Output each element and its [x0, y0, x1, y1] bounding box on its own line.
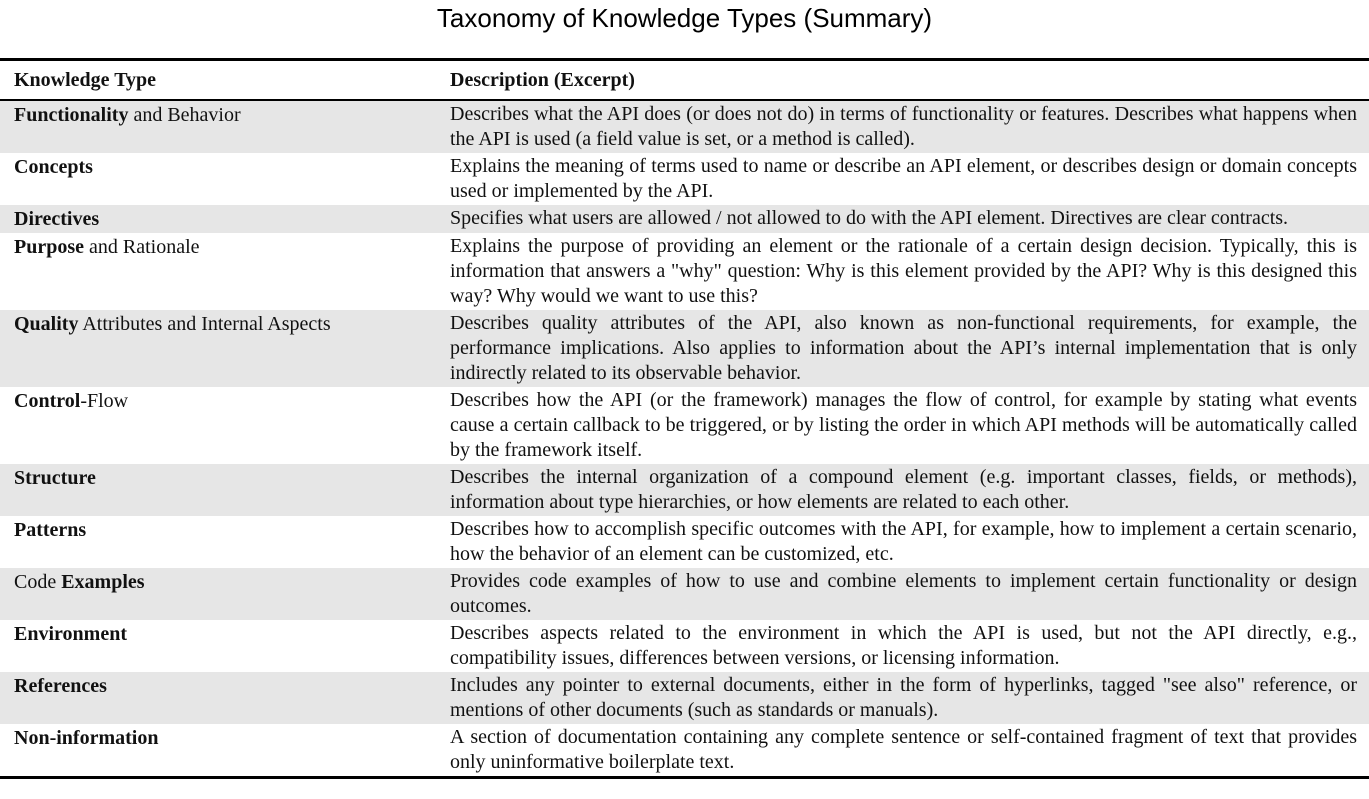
table-row [0, 620, 1369, 672]
knowledge-type-term: Structure [14, 467, 96, 489]
knowledge-type-cell [0, 465, 450, 515]
knowledge-type-cell [0, 206, 450, 232]
table-row [0, 153, 1369, 205]
description-cell: Describes the internal organization of a compound element (e.g. important classes, fields, or methods), information about type hierarchies, or how elements are related to each other. [450, 466, 1357, 513]
description-cell: Includes any pointer to external documents, either in the form of hyperlinks, tagged "see also" reference, or mentions of other documents (such as standards or manuals). [450, 674, 1357, 721]
description-cell: Explains the purpose of providing an element or the rationale of a certain design decision. Typically, this is information that answers a "why" question: Why is this element provided by the API? Why is this designed this way? Why would we want to use this? [450, 235, 1357, 307]
knowledge-type-suffix: Code [14, 571, 62, 593]
description-cell: Provides code examples of how to use and combine elements to implement certain functionality or design outcomes. [450, 570, 1357, 617]
knowledge-type-cell [0, 154, 450, 204]
knowledge-type-term: References [14, 675, 107, 697]
table-body [0, 101, 1369, 776]
description-cell: A section of documentation containing any complete sentence or self-contained fragment of text that provides only uninformative boilerplate text. [450, 726, 1357, 773]
knowledge-type-suffix: -Flow [80, 390, 129, 412]
table-row [0, 516, 1369, 568]
table-row [0, 101, 1369, 153]
taxonomy-table [0, 58, 1369, 779]
table-row [0, 724, 1369, 776]
description-cell: Describes how the API (or the framework) manages the flow of control, for example by stating what events cause a certain callback to be triggered, or by listing the order in which API methods will be automatically called by the framework itself. [450, 389, 1357, 461]
table-row [0, 568, 1369, 620]
knowledge-type-suffix: and Rationale [84, 236, 200, 258]
table-row [0, 464, 1369, 516]
knowledge-type-term: Non-information [14, 727, 159, 749]
knowledge-type-term: Purpose [14, 236, 84, 258]
knowledge-type-cell [0, 311, 450, 386]
knowledge-type-cell [0, 673, 450, 723]
description-cell: Describes what the API does (or does not do) in terms of functionality or features. Describes what happens when the API is used (a field value is set, or a method is called). [450, 103, 1357, 150]
table-header-row [0, 61, 1369, 101]
knowledge-type-cell [0, 234, 450, 309]
description-cell: Describes how to accomplish specific outcomes with the API, for example, how to implement a certain scenario, how the behavior of an element can be customized, etc. [450, 518, 1357, 565]
knowledge-type-term: Directives [14, 208, 100, 230]
knowledge-type-term: Environment [14, 623, 127, 645]
knowledge-type-suffix: Attributes and Internal Aspects [78, 313, 331, 335]
table-row [0, 205, 1369, 233]
knowledge-type-cell [0, 517, 450, 567]
knowledge-type-term: Concepts [14, 156, 93, 178]
column-header-knowledge-type: Knowledge Type [14, 69, 157, 91]
knowledge-type-cell [0, 621, 450, 671]
knowledge-type-term: Functionality [14, 104, 129, 126]
description-cell: Describes aspects related to the environment in which the API is used, but not the API directly, e.g., compatibility issues, differences between versions, or licensing information. [450, 622, 1357, 669]
description-cell: Explains the meaning of terms used to name or describe an API element, or describes design or domain concepts used or implemented by the API. [450, 155, 1357, 202]
table-row [0, 672, 1369, 724]
description-cell: Describes quality attributes of the API, also known as non-functional requirements, for example, the performance implications. Also applies to information about the API’s internal implementation that is only indirectly related to its observable behavior. [450, 312, 1357, 384]
knowledge-type-term: Patterns [14, 519, 87, 541]
description-cell: Specifies what users are allowed / not allowed to do with the API element. Directives are clear contracts. [450, 207, 1289, 229]
knowledge-type-suffix: and Behavior [128, 104, 241, 126]
table-row [0, 310, 1369, 387]
knowledge-type-term: Control [14, 390, 81, 412]
knowledge-type-cell [0, 388, 450, 463]
table-row [0, 233, 1369, 310]
page-title: Taxonomy of Knowledge Types (Summary) [436, 3, 933, 33]
knowledge-type-cell [0, 725, 450, 775]
column-header-description: Description (Excerpt) [450, 69, 635, 91]
knowledge-type-cell [0, 569, 450, 619]
table-row [0, 387, 1369, 464]
knowledge-type-term: Examples [61, 571, 145, 593]
knowledge-type-term: Quality [14, 313, 79, 335]
knowledge-type-cell [0, 102, 450, 152]
